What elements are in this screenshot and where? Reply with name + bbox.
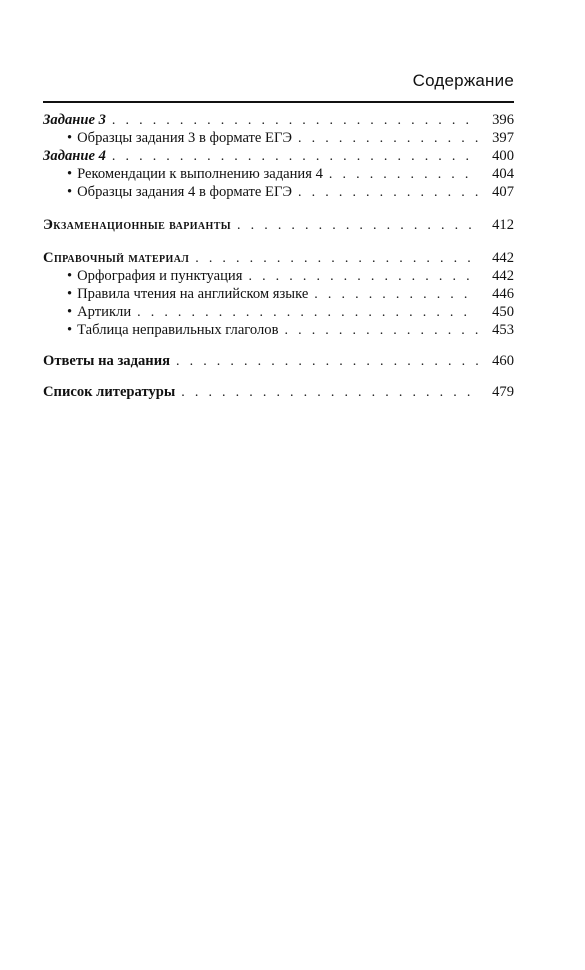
toc-entry-title: Ответы на задания bbox=[43, 353, 170, 369]
toc-entry-title: Экзаменационные варианты bbox=[43, 217, 232, 233]
dot-leader bbox=[112, 112, 478, 130]
dot-leader bbox=[285, 322, 479, 340]
toc-page-number: 479 bbox=[492, 384, 514, 400]
toc-subentry bbox=[43, 267, 514, 285]
toc-entry-task3 bbox=[43, 111, 514, 129]
toc-subentry-title: Рекомендации к выполнению задания 4 bbox=[77, 166, 323, 182]
toc-entry-title: Задание 4 bbox=[43, 148, 106, 164]
toc-subentry bbox=[43, 321, 514, 339]
dot-leader bbox=[181, 384, 478, 402]
dot-leader bbox=[248, 268, 478, 286]
toc-entry-answers bbox=[43, 352, 514, 370]
dot-leader bbox=[237, 217, 478, 235]
bullet-icon: • bbox=[67, 268, 73, 284]
toc-subentry bbox=[43, 129, 514, 147]
dot-leader bbox=[314, 286, 478, 304]
toc-page-number: 450 bbox=[492, 304, 514, 320]
toc-subentry-title: Правила чтения на английском языке bbox=[77, 286, 309, 302]
bullet-icon: • bbox=[67, 130, 73, 146]
dot-leader bbox=[298, 130, 478, 148]
toc-entry-task4 bbox=[43, 147, 514, 165]
toc-page-number: 404 bbox=[492, 166, 514, 182]
bullet-icon: • bbox=[67, 304, 73, 320]
toc-page-number: 446 bbox=[492, 286, 514, 302]
toc-page-number: 453 bbox=[492, 322, 514, 338]
toc-entry-bibliography bbox=[43, 383, 514, 401]
dot-leader bbox=[176, 353, 478, 371]
bullet-icon: • bbox=[67, 184, 73, 200]
dot-leader bbox=[137, 304, 478, 322]
bullet-icon: • bbox=[67, 166, 73, 182]
toc-page-number: 400 bbox=[492, 148, 514, 164]
toc-page-number: 397 bbox=[492, 130, 514, 146]
bullet-icon: • bbox=[67, 322, 73, 338]
toc-subentry-title: Орфография и пунктуация bbox=[77, 268, 243, 284]
toc-entry-title: Справочный материал bbox=[43, 250, 190, 266]
running-head-title: Содержание bbox=[412, 71, 514, 90]
toc-subentry bbox=[43, 183, 514, 201]
dot-leader bbox=[298, 184, 478, 202]
toc-page-number: 407 bbox=[492, 184, 514, 200]
toc-entry-title: Задание 3 bbox=[43, 112, 106, 128]
toc-subentry-title: Образцы задания 3 в формате ЕГЭ bbox=[77, 130, 293, 146]
toc-page-number: 460 bbox=[492, 353, 514, 369]
toc-subentry-title: Образцы задания 4 в формате ЕГЭ bbox=[77, 184, 293, 200]
toc-entry-exam-variants bbox=[43, 216, 514, 234]
header-rule bbox=[43, 101, 514, 103]
toc-page-number: 442 bbox=[492, 250, 514, 266]
toc-page-number: 442 bbox=[492, 268, 514, 284]
toc-subentry bbox=[43, 303, 514, 321]
dot-leader bbox=[195, 250, 478, 268]
table-of-contents bbox=[43, 111, 514, 401]
toc-page-number: 412 bbox=[492, 217, 514, 233]
toc-entry-title: Список литературы bbox=[43, 384, 176, 400]
toc-subentry bbox=[43, 165, 514, 183]
toc-subentry-title: Артикли bbox=[77, 304, 132, 320]
dot-leader bbox=[112, 148, 478, 166]
bullet-icon: • bbox=[67, 286, 73, 302]
toc-page-number: 396 bbox=[492, 112, 514, 128]
toc-subentry-title: Таблица неправильных глаголов bbox=[77, 322, 279, 338]
toc-subentry bbox=[43, 285, 514, 303]
toc-entry-reference bbox=[43, 249, 514, 267]
dot-leader bbox=[329, 166, 478, 184]
